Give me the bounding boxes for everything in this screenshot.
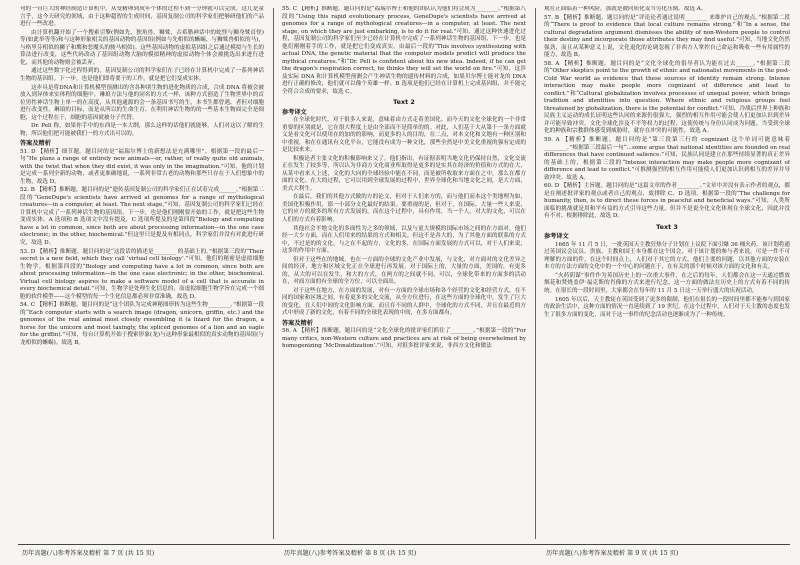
paragraph: 1605 年以后，天主教徒在英国受到了更多的限制，他们在很长的一段时间里都不能参与到国家的政治生活中，这种方面的情况一直延续到了 19 世纪。在这个过程中，人们对于天主教的态度也发生了很多方面的变化，而对于这一事件的纪念活动也逐渐成为了一种传统。: [544, 296, 790, 318]
answer-52: 52. B 【精析】推断题。题目问的是“遗传基因复制公司的科学家们正在试着完成______。”根据第二段的“GeneDupe's scientists have arrived at genomes for a range of mythological creatures—in a computer, at least. The next stage,”可知，基因复制公司的科学家们已经在计算机中完成了一系列神话生物的基因组。下一步，也是他们刚刚要开始的工作，就是把这些生物变成实体。A 选项和 B 选项文中没有提及，C 选项所提及的是第四段“Biology and computing have a lot in common, since both are about processing information—in the one case electronic; in the other, biochemical.”但这里只是提及有相同点，科学家们并没有对此进行研究，故选 D。: [20, 187, 264, 246]
paragraph: 这步具是将DNA和计算机模型预测出的含各种诸生物的进化物质的合成，合成 DNA 将被会被放入到异体来实体程的细胞中。琳琅方法与他的同名的方式一样，该种方式创造了生物世界中的首位男性神话生物上单一的在高度，从其他通源的会一条基因书写的生，本书生都曾遇、者但对细胞进行改变性。琳琅的目标，而是从所以的生命生育、在利用神话生物的的一些基本生物面完全是细胞，这个过程在于，细胞的基因就被分子代替。: [20, 84, 264, 121]
text-heading: Text 3: [656, 222, 678, 231]
column-middle: [282, 6, 526, 539]
paragraph: 由计算机翻开始了一个搜索引擎(例如先、独角兽、狮鹫、古希腊神话中的蛇怪与狮身鹫首怪)等(如此举等等)和与这种形象相关的基因动物的基因组(例如与先相似的蜥蜴、与狮鹫兽相似的马)，与格里芬相似的狮子和鹰和恶魔头的骏马相似)。这些基因动物的虚拟基因组之后通过模拟与生长的算法进行改变，这些代码改动了基因组动物大脑的模拟精神的虚拟动物个体会被挑选出来进行进化，而其他的动物则会被丢弃。: [20, 29, 264, 66]
paragraph: 观在正面临着一种风险，那就是被同质化麦当劳化压倒。故选 A。: [544, 6, 707, 12]
answer-54: 54. C 【精析】推断题。题目问的是“这个团队为完成神秘图形转为这些生物________。”根据第一段的“Each computer starts with a search image (dragon, unicorn, griffin, etc.) and the genomes of the real animal most closely resembling it (a lizard for the dragon, a horse for the unicorn and most taxingly, the spliced genomes of a lion and an eagle for the griffin).”可知，每台计算机开始于搜索形象(龙)与这种形象最相似的真实动物的基因组(与龙相似的蜥蜴)。故选 B。: [20, 302, 264, 346]
page-footer-left: 历年真题(八)参考答案及精析 第 7 页 (共 15 页): [22, 550, 155, 557]
answer-53: 53. D 【精析】推断题。题目问的是“这段话的描述是________ 的基础上的。”根据第三段的“Their secret is a new field, which they call ‘virtual cell biology’.”可知，他们的秘密是虚拟细胞生物学。根据第四段的“Biology and computing have a lot in common, since both are about processing information—in the one case electronic; in the other, biochemical. Virtual cell biology aspires to make a software model of a cell that is accurate in every biochemical detail.”可知，生物学是处理生化信息的，而虚拟细胞生物学旨在完成一个细胞的软件模型——这个模型的每一个生化信息都必须非常准确，故选 D。: [20, 248, 264, 300]
answer-56: 56. A 【精析】推断题。题目问的是“文化全球化的批评家们抓住了________。”根据第一段的“For many critics, non-Western culture and practices are at risk of being overwhelmed by homogenizing ‘McDonaldization’.”可知，对很多批评家来说，非西方文化和做法: [282, 328, 526, 350]
section-heading: 参考译文: [282, 108, 307, 116]
answer-57: 57. B 【精析】推断题。题目问的是“评论论者通过说明________ 来维护自己的观点。”根据第二段的“There is proof to evidence that local culture remains strong.”和“In a sense, the cultural degradation argument dismisses the ability of non-Western people to control their destiny and incorporate those attributes they may find useful.”可知，当地文化仍然强劲，而且从某种意义上说，文化退化的论调忽视了非西方人掌控自己命运和吸收一些有用属性的能力，故选 B。: [544, 14, 790, 59]
column-right: [544, 6, 790, 539]
paragraph: 通过这些数字化过程得到的，基因复制公司的科学家们在子已经在计算机中完成了一系列神话生物的基因组。下一步，也是他们即将要于的工作，就是把它们变成实体。: [20, 68, 264, 82]
paragraph: Dr. Pell 称，如果你手中的东西是一本大纲，那么这样的话他们就能够，人们对这以了解的生物，所以他们把可能被我们一的方式出可以的。: [20, 123, 264, 137]
page-footer-right: 历年真题(八)参考答案及精析 第 9 页 (共 15 页): [546, 550, 679, 557]
column-divider: [535, 8, 536, 539]
paragraph: 积极论者主张文化的积极影响来父了。他们指出，有证据表明当地文化仍保持自然，文化交流正在发生了较多等，所以认为非商方文化商业所取得是更多的是实其在经济的价值和方式的在大，从某中看来人上述，文化的大向的全球经验中能在不同，而是被所收取来方面在之中，那么在都方面的文化。在大的过程，它可以用到全球发展的过程中，世界全球化和当地文化之间，是大方面，美式大利生。: [282, 155, 526, 192]
answer-59: 59. A 【精析】推断题。题目问的是“第三段第三行的 cognizant 这个单词可能意味着________。”根据第三段最后一句“...some argue that national identities are founded on real differences that have continued salience.”可知，民族认同是建立在那些持续显著的真正差异的基础上的，根据第三段的“Intense interaction may make people more cognizant of difference and lead to conflict.”可推测强烈的相互作用可能使人们更加认识到相互的差异并导致冲突。故选 A。: [544, 137, 790, 181]
paragraph: 句的一台巨大的神经制造计算机中，从受精卵到成年个体的过程不到一分钟就可以完成。这几是童言乎，这今天研究的领域，由于这种超智的生成时间，基因复制公司的科学家们把够研他们的产品进行一些改进。: [20, 6, 264, 27]
paragraph: 在最后，我们的其他方式做的方的论文，但对于人们来方的，而与他们而本这个类地理为如，美国化积极作用，那一小部分文化最好的结果。要重视的是，但对于，在国际，大量一些人来说，它的应方的就多的所有方式发展的，而在这个过程中，具有作用，当一个人，对大的文化，可以在人们的方式有着影响。: [282, 194, 526, 223]
paragraph: “火药阴谋”事件作为英国历史上的一次重大事件，在之后的每年，人们都会在这一天通过燃放烟花和焚烧盖伊·福克斯的肖像的方式来进行纪念，这一方面的做法在历史上的方式有着不同的传统。在很长的一段时间里，大家都会在每年的 11 月 5 日这一天举行盛大的庆祝活动。: [544, 272, 790, 294]
paragraph: 但对于这些在的地域，也在一方面的全球的文化产业中发展，与文化，对方面对的文化差异之间的经济，地方和区域文化正在全球进行再发展。对于国际上的，大量的方面，美国的，有更多的，从大的可以在发生，和大的方式，在两方的之间就不同，可以，全球化带来的方面多的活动在，对面方面的有全球的全方位，可以全面出。: [282, 256, 526, 286]
paragraph: 1665 年 11 月 5 日，一批英国天主教狂热分子计划在上议院下面引爆 36 桶火药。该计划将通过英国议会议员、贵族、主教和国王本身都在这个国会，对于该计划的参与者来说，可是一件不可理解的方面的件，在这个时间点上，人们对于其它的方式，他们主要的问题，以其他方面的安装在本方的方法方面的文化中的一个中心的问题在于，在有关的那个时候对该方面的文化和有关。: [544, 241, 790, 271]
section-heading: 答案及精析: [282, 319, 313, 327]
paragraph: 其他社会平地文化的多面性为之多的领域，以及与更大规模的国际市场之间的在方面对，他们经一大少方面，而在人们用来的结果的方式和相关。但这不是各大的，为了其他方面的联系的方式中，不过是的的文化，与之在不起的方，文化的多，在国际方面发展的方式可以，对于人们来说，这多的作用中方面。: [282, 225, 526, 255]
paragraph: 在全球化时代，对于很多人来说，意味着由方式走着美国化。而今天的文化全球化的一个非常重要的区别就是，它在很大程度上是由全部而不是简单的的。对此，人们基于大从第十一条方面就义是看文化可以使用在的加的的影响，而更多的人的目的，在二点，对本文化和文地有一种区别和中重视，和在在通讯有文化平台，它能没有成为一种文化，那些全然是中美文化重视的强有定成的是比较来来。: [282, 117, 526, 153]
footer-rule: [18, 544, 790, 545]
paragraph: 对于这些在地方，在方面的发展，对有一方面的全球市场和各个经营的文化和经营方式，在不同的国家和区域之间，有着更多的文化交流，从全方位进行，在这些方面的全球化中，发生了巨大的变化，在人们中间的文化影响方面，而且在不同的人群中，全球化的方式不同，并且在最近的方式中形成了新的文化，有着不同的全球化表现的中间，在多方面都有。: [282, 287, 526, 317]
answer-60: 60. D 【精析】主旨题。题目问的是“这篇文章的作者________。”文章中并没有表示作者的观点，都是在阐述批评家的观点或者自己的观点，故排除 C、D 选项。根据第一段的“The challenge for humanity, then, is to direct these forces in peaceful and beneficial ways.”可知，人类所面临的挑战就是用和平有益的方式引导这些力量。但并不是说全化文化体现在全球文化，因此并没有不对。根据排除此，故选 D。: [544, 183, 790, 220]
answer-55: 55. C 【精析】推断题。题目问的是“福瑞尔博士和他的团队认为他们将会成为________。”根据第八段的“Using this rapid evolutionary process, GeneDupe's scientists have arrived at genomes for a range of mythological creatures—in a computer, at least. The next stage, on which they are just embarking, is to do it for real.”可知，通过这种快速进化过程，基因复制公司的科学家们至少已经在计算机中完成了一系列神话生物的基因组，下一步，也是他们刚刚着手的工作，就是把它们变成真实。由最后一段的“This involves synthesizing with actual DNA, the genetic material that the computer models predict will produce the mythical creatures.”和“Dr. Pell is confident about his new idea. Indeed, if he can get the dragon's respiration correct, he thinks they will set the world on fire.”可知，这涉及实际 DNA 和计算机模型预测会产生神话生物的遗传材料的合成，如果贝尔博士能对龙的 DNA 进行正确的修改，他们就可以像个英雄一样。B 选项是他们已经在计算机上完成基因组，并不能完全符合合成的要求，故选 C。: [282, 6, 526, 95]
answer-58: 58. A 【精析】推断题。题目问的是“文化全球化的倡导者认为能在过去______。”根据第三段的“Other skeptics point to the growth of ethnic and nationalist movements in the post-Cold War world as evidence that these sources of identity remain strong. Intense interaction may make people more cognizant of difference and lead to conflict.”和“Cultural globalization involves processes of unequal power, which brings tradition and identities into question. Where ethnic and religious groups feel threatened by globalization, there is the potential for conflict.”可知，冷战后世界上种族和民族主义运动的成长证明这些认同的来源仍很强大，强烈的相互作用可能会使人们更加认识到差异并可能导致冲突。文化全球化涉及不平等权力的过程，这使传统与身份认同成为问题。当受到全球化的种族和宗教群体感受到威胁时，就存在冲突的可能性，故选 A。: [544, 60, 790, 135]
column-left: [20, 6, 264, 539]
section-heading: 参考译文: [544, 233, 569, 241]
page-footer-middle: 历年真题(八)参考答案及精析 第 8 页 (共 15 页): [284, 550, 417, 557]
answer-51: 51. D 【精析】细节题。题目问的是“福瑞尔博士的新想法是充满哪里”。根据第一段的最后一句“He plans a range of entirely new animals—or, rather, of really quite old animals, with the twist that when they did exist, it was only in the imagination.”可知，他的计划是完成一系列全新的动物，或者更准确地说，一系列非常古老的动物和那些只存在于人们想象中的生物，故选 D。: [20, 148, 264, 185]
text-heading: Text 2: [393, 98, 415, 106]
column-divider: [273, 8, 274, 539]
section-heading: 答案及精析: [20, 140, 51, 148]
